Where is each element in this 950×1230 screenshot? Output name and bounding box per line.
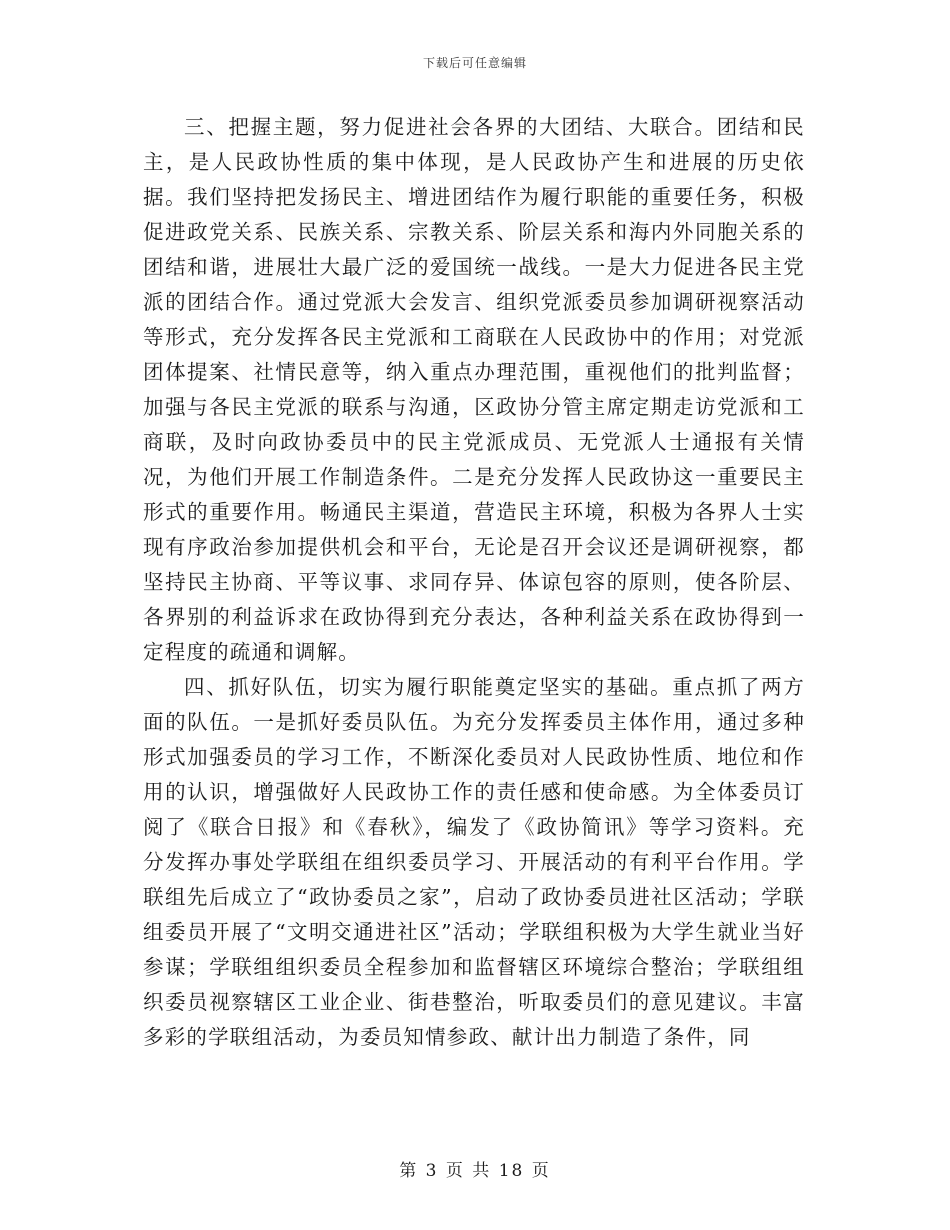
page-header: 下载后可任意编辑 (422, 56, 527, 70)
document-body (143, 110, 805, 1055)
paragraph-section-three: 三、把握主题，努力促进社会各界的大团结、大联合。团结和民主，是人民政协性质的集中体现，是人民政协产生和进展的历史依据。我们坚持把发扬民主、增进团结作为履行职能的重要任务，积极促进政党关系、民族关系、宗教关系、阶层关系和海内外同胞关系的团结和谐，进展壮大最广泛的爱国统一战线。一是大力促进各民主党派的团结合作。通过党派大会发言、组织党派委员参加调研视察活动等形式，充分发挥各民主党派和工商联在人民政协中的作用；对党派团体提案、社情民意等，纳入重点办理范围，重视他们的批判监督；加强与各民主党派的联系与沟通，区政协分管主席定期走访党派和工商联，及时向政协委员中的民主党派成员、无党派人士通报有关情况，为他们开展工作制造条件。二是充分发挥人民政协这一重要民主形式的重要作用。畅通民主渠道，营造民主环境，积极为各界人士实现有序政治参加提供机会和平台，无论是召开会议还是调研视察，都坚持民主协商、平等议事、求同存异、体谅包容的原则，使各阶层、各界别的利益诉求在政协得到充分表达，各种利益关系在政协得到一定程度的疏通和调解。 (143, 115, 805, 664)
page-number: 第 3 页 共 18 页 (399, 1161, 551, 1181)
paragraph-section-four: 四、抓好队伍，切实为履行职能奠定坚实的基础。重点抓了两方面的队伍。一是抓好委员队伍。为充分发挥委员主体作用，通过多种形式加强委员的学习工作，不断深化委员对人民政协性质、地位和作用的认识，增强做好人民政协工作的责任感和使命感。为全体委员订阅了《联合日报》和《春秋》，编发了《政协简讯》等学习资料。充分发挥办事处学联组在组织委员学习、开展活动的有利平台作用。学联组先后成立了“政协委员之家”，启动了政协委员进社区活动；学联组委员开展了“文明交通进社区”活动；学联组积极为大学生就业当好参谋；学联组组织委员全程参加和监督辖区环境综合整治；学联组组织委员视察辖区工业企业、街巷整治，听取委员们的意见建议。丰富多彩的学联组活动，为委员知情参政、献计出力制造了条件，同 (143, 675, 805, 1049)
